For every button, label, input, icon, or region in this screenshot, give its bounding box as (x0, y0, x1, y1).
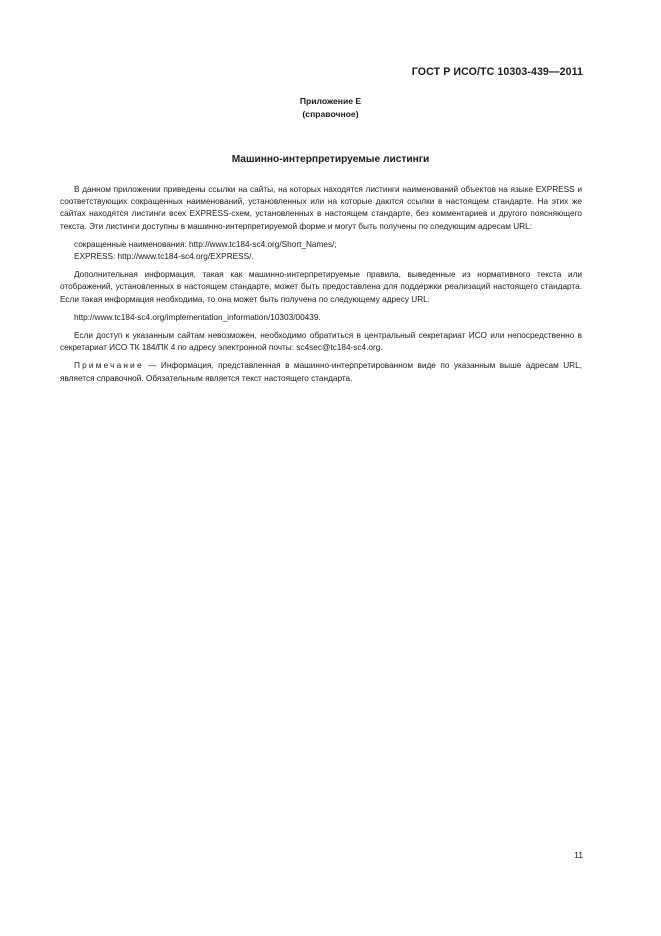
annex-title: Приложение Е (299, 96, 362, 106)
standard-code: ГОСТ Р ИСО/ТС 10303-439—2011 (411, 66, 583, 78)
page-number: 11 (574, 850, 583, 860)
note-text: — Информация, представленная в машинно-интерпретированном виде по указанным выше адресам URL, является справочной. Обязательным является текст настоящего стандарта. (60, 361, 582, 383)
paragraph-contact: Если доступ к указанным сайтам невозможен, необходимо обратиться в центральный секретариат ИСО или непосредственно в секретариат ИСО ТК 184/ПК 4 по адресу электронной почты: sc4sec@tc184-sc4.org. (60, 331, 582, 353)
url-short-names: сокращенные наименования: http://www.tc184-sc4.org/Short_Names/; (74, 239, 337, 249)
note-paragraph (60, 360, 582, 384)
annex-subtitle: (справочное) (302, 109, 359, 119)
section-title: Машинно-интерпретируемые листинги (231, 154, 430, 165)
annex-heading (0, 95, 661, 121)
body-text (60, 184, 582, 391)
url-list (60, 239, 582, 263)
url-express: EXPRESS: http://www.tc184-sc4.org/EXPRESS/. (74, 252, 254, 262)
paragraph-additional-info: Дополнительная информация, такая как машинно-интерпретируемые правила, выведенные из нормативного текста или отображений, установленных в настоящем стандарте, может быть предоставлена для поддержки реализаций настоящего стандарта. Если такая информация необходима, то она может быть получена по следующему адресу URL: (60, 270, 582, 304)
paragraph-intro: В данном приложении приведены ссылки на сайты, на которых находятся листинги наименований объектов на языке EXPRESS и соответствующих сокращенных наименований, установленных или на которые даются ссылки в настоящем стандарте. На этих же сайтах находятся листинги всех EXPRESS-схем, установленных в настоящем стандарте, без комментариев и другого поясняющего текста. Эти листинги доступны в машинно-интерпретируемой форме и могут быть получены по следующим адресам URL: (60, 185, 582, 231)
url-implementation: http://www.tc184-sc4.org/implementation_information/10303/00439. (74, 312, 321, 322)
note-label: Примечание (74, 361, 144, 371)
